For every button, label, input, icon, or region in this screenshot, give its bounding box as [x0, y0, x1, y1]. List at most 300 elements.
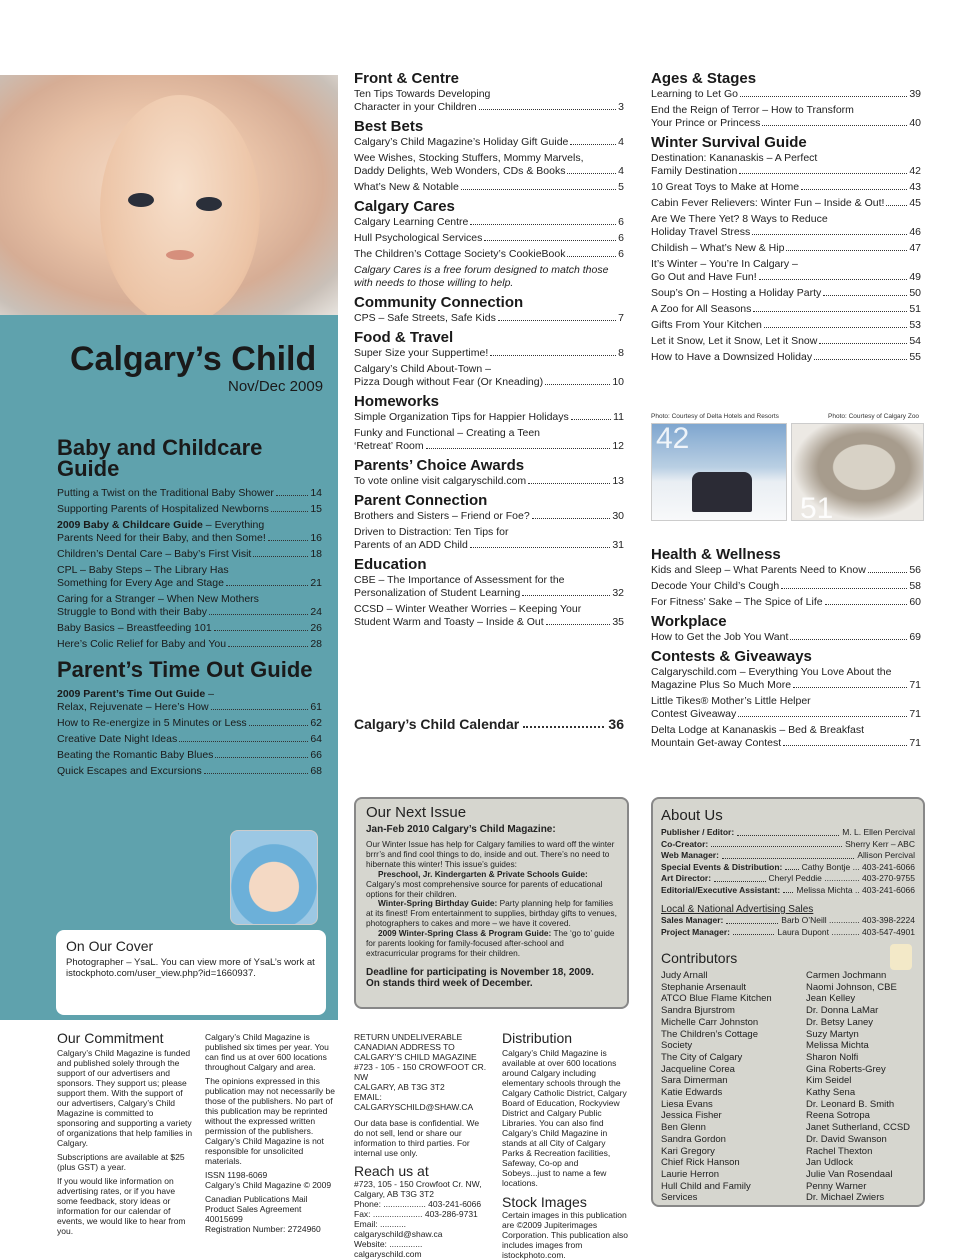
- entry-page: 54: [909, 335, 921, 347]
- staff-role: Art Director:: [661, 873, 712, 883]
- toc-entry[interactable]: [354, 526, 624, 552]
- middle-toc: [354, 66, 624, 632]
- email-link[interactable]: Email: ........... calgaryschild@shaw.ca: [354, 1219, 443, 1239]
- mascot-icon: [890, 944, 912, 970]
- reach-title: Reach us at: [354, 1163, 429, 1179]
- toc-entry[interactable]: [57, 688, 322, 714]
- entry-title: Decode Your Child’s Cough: [651, 580, 780, 592]
- entry-page: 8: [618, 347, 624, 359]
- entry-title: Beating the Romantic Baby Blues: [57, 749, 214, 761]
- entry-title: Let it Snow, Let it Snow, Let it Snow: [651, 335, 818, 347]
- return-info: [354, 1032, 489, 1259]
- deadline: Deadline for participating is November 18, 2009.: [366, 966, 594, 978]
- toc-entry[interactable]: [651, 287, 921, 300]
- baby-photo: [0, 75, 338, 315]
- entry-page: 15: [310, 503, 322, 515]
- issue-date: Nov/Dec 2009: [228, 378, 324, 395]
- staff-role: Co-Creator:: [661, 838, 709, 849]
- entry-page: 47: [909, 242, 921, 254]
- contributor-name: Gina Roberts-Grey: [806, 1063, 886, 1075]
- guide-3-desc: The ‘go to’ guide for parents looking for family-focused after-school and extracurricular programs for their children.: [366, 928, 615, 958]
- time-out-section: [57, 659, 322, 781]
- return-line: RETURN UNDELIVERABLE: [354, 1032, 463, 1042]
- contributor-name: Liesa Evans: [661, 1098, 713, 1110]
- next-issue-intro: Our Winter Issue has help for Calgary families to ward off the winter brrr’s and find cool things to do, inside and out. There’s no need to hibernate this winter! This issue’s guides:: [366, 839, 615, 869]
- toc-entry[interactable]: [354, 411, 624, 424]
- contributor-name: Sandra Gordon: [661, 1133, 726, 1145]
- entry-page: 5: [618, 181, 624, 193]
- next-issue-subtitle: Jan-Feb 2010 Calgary’s Child Magazine:: [366, 824, 556, 835]
- contributor-name: The Children’s Cottage: [661, 1028, 758, 1040]
- entry-line-1: –: [205, 688, 214, 700]
- entry-title: Quick Escapes and Excursions: [57, 765, 202, 777]
- toc-entry[interactable]: [651, 335, 921, 348]
- entry-title: Student Warm and Toasty – Inside & Out: [354, 616, 544, 628]
- entry-page: 53: [909, 319, 921, 331]
- baby-guide-section: [57, 437, 322, 654]
- entry-page: 10: [612, 376, 624, 388]
- entry-title: Struggle to Bond with their Baby: [57, 606, 208, 618]
- calendar-page: 36: [608, 716, 624, 732]
- contributor-name: Michelle Carr Johnston: [661, 1016, 759, 1028]
- toc-entry[interactable]: [651, 104, 921, 130]
- entry-title: How to Re-energize in 5 Minutes or Less: [57, 717, 247, 729]
- subscription-text: Subscriptions are available at $25 (plus GST) a year.: [57, 1152, 185, 1172]
- section-heading: Education: [354, 556, 427, 573]
- toc-entry[interactable]: [57, 765, 322, 778]
- entry-title: Putting a Twist on the Traditional Baby Shower: [57, 487, 274, 499]
- entry-page: 68: [310, 765, 322, 777]
- about-title: About Us: [661, 807, 723, 824]
- phone: Phone: .................. 403-241-6066: [354, 1199, 482, 1209]
- feedback-text: If you would like information on advertising rates, or if you have some feedback, story ideas or information for our calendar of events, we would like to hear from you.: [57, 1176, 186, 1236]
- entry-page: 18: [310, 548, 322, 560]
- entry-line-1: Caring for a Stranger – When New Mothers: [57, 593, 259, 605]
- toc-entry[interactable]: [354, 152, 624, 178]
- staff-row: [661, 850, 915, 862]
- next-issue-title: Our Next Issue: [366, 804, 467, 821]
- entry-title: Pizza Dough without Fear (Or Kneading): [354, 376, 544, 388]
- contributor-name: Judy Arnall: [661, 970, 708, 981]
- entry-title: Super Size your Suppertime!: [354, 347, 489, 359]
- staff-row: [661, 915, 915, 927]
- contributor-name: Stephanie Arsenault: [661, 981, 747, 993]
- baby-guide-title: Baby and Childcare Guide: [57, 435, 263, 481]
- toc-entry[interactable]: [354, 136, 624, 149]
- entry-title: Gifts From Your Kitchen: [651, 319, 762, 331]
- sales-title: Local & National Advertising Sales: [661, 904, 814, 915]
- toc-entry[interactable]: [651, 197, 921, 210]
- entry-page: 6: [618, 232, 624, 244]
- toc-entry[interactable]: [354, 216, 624, 229]
- contributor-name: Naomi Johnson, CBE: [806, 981, 897, 993]
- entry-line-1: Delta Lodge at Kananaskis – Bed & Breakfast: [651, 724, 865, 736]
- entry-page: 71: [909, 679, 921, 691]
- staff-value: Melissa Michta .. 403-241-6066: [796, 884, 915, 895]
- entry-page: 24: [310, 606, 322, 618]
- section-heading: Front & Centre: [354, 70, 459, 87]
- entry-title: To vote online visit calgaryschild.com: [354, 475, 527, 487]
- photo-credit-1: Photo: Courtesy of Delta Hotels and Resorts: [651, 413, 779, 420]
- contributor-name: Suzy Martyn: [806, 1028, 859, 1040]
- staff-row: [661, 827, 915, 839]
- toc-entry[interactable]: [651, 181, 921, 194]
- entry-title: Go Out and Have Fun!: [651, 271, 757, 283]
- snow-leopard-photo: [791, 423, 924, 521]
- entry-page: 64: [310, 733, 322, 745]
- contributor-name: Services: [661, 1192, 698, 1204]
- entry-page: 39: [909, 88, 921, 100]
- toc-entry[interactable]: [651, 242, 921, 255]
- toc-entry[interactable]: [57, 638, 322, 651]
- entry-title: Here’s Colic Relief for Baby and You: [57, 638, 227, 650]
- pub-text-2: The opinions expressed in this publication may not necessarily be those of the publishers. No part of this publication may be reprinted without the expressed written permission of the publishers. Calgary’s Child Magazine is not responsible for unsolicited materials.: [205, 1076, 335, 1166]
- return-line: #723 - 105 - 150 CROWFOOT CR. NW: [354, 1062, 487, 1082]
- kananaskis-photo: [651, 423, 787, 521]
- entry-title: What’s New & Notable: [354, 181, 459, 193]
- database-note: Our data base is confidential. We do not sell, lend or share our information to third parties. For internal use only.: [354, 1118, 480, 1158]
- entry-line-1: Are We There Yet? 8 Ways to Reduce: [651, 213, 828, 225]
- section-heading: Workplace: [651, 613, 727, 630]
- entry-line-1: CPL – Baby Steps – The Library Has: [57, 564, 229, 576]
- entry-title: Kids and Sleep – What Parents Need to Know: [651, 564, 866, 576]
- photo-number-42: 42: [656, 423, 690, 455]
- entry-title: Contest Giveaway: [651, 708, 737, 720]
- entry-line-1: CBE – The Importance of Assessment for the: [354, 574, 565, 586]
- toc-entry[interactable]: [354, 363, 624, 389]
- contributor-name: Sandra Bjurstrom: [661, 1005, 735, 1017]
- entry-page: 61: [310, 701, 322, 713]
- distribution-text: Calgary’s Child Magazine is available at over 600 locations around Calgary including elementary schools through the Calgary Catholic District, Calgary Board of Education, Rockyview District and Calgary Public Libraries. You can also find Calgary’s Child Magazine in stands at all City of Calgary Parks & Recreation facilities, Safeway, Co-op and Sobeys...just to name a few locations.: [502, 1048, 627, 1188]
- entry-title: Calgary’s Child Magazine’s Holiday Gift Guide: [354, 136, 569, 148]
- contributors-title: Contributors: [661, 950, 738, 966]
- entry-page: 6: [618, 216, 624, 228]
- toc-entry[interactable]: [651, 596, 921, 609]
- contributor-name: Dr. Donna LaMar: [806, 1005, 879, 1017]
- section-heading: Food & Travel: [354, 329, 454, 346]
- toc-entry[interactable]: [57, 733, 322, 746]
- publication-info: [205, 1032, 335, 1234]
- staff-role: Special Events & Distribution:: [661, 861, 783, 872]
- entry-page: 4: [618, 165, 624, 177]
- toc-entry[interactable]: [651, 213, 921, 239]
- entry-page: 12: [612, 440, 624, 452]
- section-heading: Community Connection: [354, 294, 524, 311]
- entry-page: 26: [310, 622, 322, 634]
- toc-entry[interactable]: [354, 427, 624, 453]
- photo-number-51: 51: [800, 492, 834, 521]
- entry-title: How to Get the Job You Want: [651, 631, 789, 643]
- contributor-name: Kim Seidel: [806, 1075, 852, 1087]
- calendar-title: Calgary’s Child Calendar: [354, 716, 520, 732]
- toc-entry[interactable]: [651, 303, 921, 316]
- toc-entry[interactable]: [354, 232, 624, 245]
- entry-title: How to Have a Downsized Holiday: [651, 351, 813, 363]
- contributor-name: The City of Calgary: [661, 1051, 743, 1063]
- contributor-name: Dr. David Swanson: [806, 1133, 887, 1145]
- cover-title: On Our Cover: [66, 938, 154, 954]
- distribution-title: Distribution: [502, 1030, 573, 1046]
- entry-title: Mountain Get-away Contest: [651, 737, 782, 749]
- staff-role: Project Manager:: [661, 926, 730, 937]
- entry-page: 6: [618, 248, 624, 260]
- toc-entry[interactable]: [651, 351, 921, 364]
- contributor-name: Dr. Betsy Laney: [806, 1016, 874, 1028]
- entry-page: 71: [909, 708, 921, 720]
- entry-page: 60: [909, 596, 921, 608]
- section-heading: Calgary Cares: [354, 198, 455, 215]
- fax: Fax: ..................... 403-286-9731: [354, 1209, 478, 1219]
- entry-page: 3: [618, 101, 624, 113]
- contributor-name: Kathy Sena: [806, 1087, 856, 1099]
- staff-row: [661, 885, 915, 897]
- toc-entry[interactable]: [354, 181, 624, 194]
- toc-entry[interactable]: [651, 580, 921, 593]
- mail-3: Registration Number: 2724960: [205, 1224, 321, 1234]
- entry-bold: 2009 Baby & Childcare Guide: [57, 519, 203, 531]
- toc-entry[interactable]: [651, 152, 921, 178]
- stock-title: Stock Images: [502, 1194, 587, 1210]
- address-1: #723, 105 - 150 Crowfoot Cr. NW,: [354, 1179, 482, 1189]
- entry-line-1: CCSD – Winter Weather Worries – Keeping Your: [354, 603, 582, 615]
- toc-entry[interactable]: [354, 312, 624, 325]
- toc-entry[interactable]: [57, 564, 322, 590]
- staff-role: Web Manager:: [661, 850, 719, 860]
- entry-title: Daddy Delights, Web Wonders, CDs & Books: [354, 165, 566, 177]
- entry-title: Soup’s On – Hosting a Holiday Party: [651, 287, 822, 299]
- entry-page: 35: [612, 616, 624, 628]
- pub-text-1: Calgary’s Child Magazine is published six times per year. You can find us at over 600 locations throughout Calgary and area.: [205, 1032, 329, 1072]
- entry-title: Creative Date Night Ideas: [57, 733, 178, 745]
- guide-2-name: Winter-Spring Birthday Guide:: [378, 898, 498, 909]
- entry-line-1: Calgaryschild.com – Everything You Love About the: [651, 666, 892, 678]
- entry-title: CPS – Safe Streets, Safe Kids: [354, 312, 496, 324]
- entry-title: Learning to Let Go: [651, 88, 738, 100]
- entry-page: 40: [909, 117, 921, 129]
- entry-page: 51: [909, 303, 921, 315]
- toc-entry[interactable]: [651, 564, 921, 577]
- entry-title: Hull Psychological Services: [354, 232, 483, 244]
- entry-title: Cabin Fever Relievers: Winter Fun – Inside & Out!: [651, 197, 885, 209]
- staff-list: [661, 827, 915, 896]
- section-heading: Health & Wellness: [651, 546, 781, 563]
- entry-page: 50: [909, 287, 921, 299]
- contributor-name: Ben Glenn: [661, 1122, 706, 1134]
- entry-page: 42: [909, 165, 921, 177]
- toc-entry[interactable]: [354, 248, 624, 261]
- contributor-name: Society: [661, 1040, 693, 1052]
- copyright: Calgary’s Child Magazine © 2009: [205, 1180, 332, 1190]
- contributor-name: Carmen Jochmann: [806, 970, 887, 981]
- calendar-entry[interactable]: [354, 716, 624, 732]
- entry-title: Calgary Learning Centre: [354, 216, 469, 228]
- return-line: EMAIL: CALGARYSCHILD@SHAW.CA: [354, 1092, 474, 1112]
- entry-title: 10 Great Toys to Make at Home: [651, 181, 800, 193]
- toc-entry[interactable]: [57, 622, 322, 635]
- contributor-name: Melissa Michta: [806, 1040, 869, 1052]
- contributor-name: Jessica Fisher: [661, 1110, 722, 1122]
- toc-entry[interactable]: [651, 631, 921, 644]
- entry-page: 4: [618, 136, 624, 148]
- staff-value: Cheryl Peddie ............... 403-270-9755: [768, 873, 915, 883]
- toc-entry[interactable]: [57, 503, 322, 516]
- entry-title: Parents Need for their Baby, and then Some!: [57, 532, 266, 544]
- entry-line-1: Wee Wishes, Stocking Stuffers, Mommy Marvels,: [354, 152, 584, 164]
- entry-page: 16: [310, 532, 322, 544]
- contributor-name: Laurie Herron: [661, 1168, 720, 1180]
- entry-title: Children’s Dental Care – Baby’s First Visit: [57, 548, 252, 560]
- entry-title: Baby Basics – Breastfeeding 101: [57, 622, 212, 634]
- entry-title: Brothers and Sisters – Friend or Foe?: [354, 510, 530, 522]
- entry-page: 43: [909, 181, 921, 193]
- mail-1: Canadian Publications Mail: [205, 1194, 308, 1204]
- contributor-name: Sharon Nolfi: [806, 1051, 859, 1063]
- contributor-name: Jean Kelley: [806, 993, 856, 1005]
- entry-title: Character in your Children: [354, 101, 477, 113]
- staff-value: M. L. Ellen Percival: [842, 827, 915, 837]
- contributor-name: Sara Dimerman: [661, 1075, 728, 1087]
- toc-entry[interactable]: [354, 510, 624, 523]
- entry-page: 28: [310, 638, 322, 650]
- entry-title: Holiday Travel Stress: [651, 226, 751, 238]
- toc-entry[interactable]: [57, 548, 322, 561]
- toc-entry[interactable]: [354, 603, 624, 629]
- entry-title: Personalization of Student Learning: [354, 587, 521, 599]
- contributor-name: Julie Van Rosendaal: [806, 1168, 893, 1180]
- toc-entry[interactable]: [57, 717, 322, 730]
- entry-line-1: Funky and Functional – Creating a Teen: [354, 427, 541, 439]
- entry-title: ‘Retreat’ Room: [354, 440, 424, 452]
- stock-text: Certain images in this publication are ©2009 Jupiterimages Corporation. This publication also includes images from istockphoto.com.: [502, 1210, 628, 1260]
- entry-line-1: Calgary’s Child About-Town –: [354, 363, 491, 375]
- section-heading: Parent Connection: [354, 492, 488, 509]
- section-heading: Contests & Giveaways: [651, 648, 812, 665]
- toc-entry[interactable]: [57, 749, 322, 762]
- entry-page: 66: [310, 749, 322, 761]
- entry-line-1: End the Reign of Terror – How to Transform: [651, 104, 854, 116]
- contributor-name: Reena Sotropa: [806, 1110, 870, 1122]
- magazine-title: Calgary’s Child: [70, 340, 317, 378]
- guide-1-desc: Calgary’s most comprehensive source for parents of educational options for their children.: [366, 878, 603, 899]
- toc-entry[interactable]: [651, 319, 921, 332]
- contributor-name: Penny Warner: [806, 1180, 867, 1192]
- entry-page: 71: [909, 737, 921, 749]
- entry-page: 30: [612, 510, 624, 522]
- entry-page: 13: [612, 475, 624, 487]
- time-out-list: [57, 688, 322, 778]
- entry-title: The Children’s Cottage Society’s CookieBook: [354, 248, 566, 260]
- guide-2-desc: Party planning help for families at its finest! From entertainment to supplies, birthday gifts to venues, photographers to cakes and more – we have it covered.: [366, 898, 617, 929]
- about-us-box: [651, 797, 925, 1207]
- return-line: CALGARY’S CHILD MAGAZINE: [354, 1052, 477, 1062]
- return-line: CALGARY, AB T3G 3T2: [354, 1082, 445, 1092]
- entry-line-1: Little Tikes® Mother’s Little Helper: [651, 695, 811, 707]
- section-heading: Best Bets: [354, 118, 424, 135]
- entry-title: Supporting Parents of Hospitalized Newborns: [57, 503, 269, 515]
- contributor-name: Rachel Thexton: [806, 1145, 873, 1157]
- staff-row: [661, 862, 915, 874]
- commitment-text: Calgary’s Child Magazine is funded and published solely through the support of our advertisers and sponsors. They support us; please support them. With the support of our advertisers, Calgary’s Child Magazine is committed to sponsoring and supporting a variety of organizations that help families in Calgary.: [57, 1048, 193, 1148]
- staff-value: Sherry Kerr – ABC: [845, 838, 915, 849]
- contributor-name: Hull Child and Family: [661, 1180, 751, 1192]
- toc-entry[interactable]: [651, 724, 921, 750]
- section-heading: Winter Survival Guide: [651, 134, 807, 151]
- mail-2: Product Sales Agreement 40015699: [205, 1204, 302, 1224]
- sales-list: [661, 915, 915, 938]
- entry-title: Parents of an ADD Child: [354, 539, 468, 551]
- guide-3-name: 2009 Winter-Spring Class & Program Guide:: [378, 928, 552, 939]
- toc-entry[interactable]: [354, 574, 624, 600]
- entry-page: 69: [909, 631, 921, 643]
- on-stands: On stands third week of December.: [366, 977, 533, 989]
- next-issue-box: [354, 797, 629, 1009]
- entry-page: 11: [613, 411, 624, 423]
- on-our-cover-box: [56, 930, 326, 1015]
- entry-page: 7: [618, 312, 624, 324]
- entry-page: 62: [310, 717, 322, 729]
- staff-value: Cathy Bontje ... 403-241-6066: [801, 861, 915, 872]
- entry-title: Your Prince or Princess: [651, 117, 761, 129]
- time-out-title: Parent’s Time Out Guide: [57, 657, 313, 682]
- toc-entry[interactable]: [651, 258, 921, 284]
- contributor-name: ATCO Blue Flame Kitchen: [661, 993, 772, 1005]
- entry-line-1: – Everything: [202, 519, 265, 531]
- staff-role: Publisher / Editor:: [661, 827, 735, 837]
- distribution-section: [502, 1030, 629, 1260]
- contributor-name: Dr. Michael Zwiers: [806, 1192, 885, 1204]
- entry-title: Childish – What’s New & Hip: [651, 242, 785, 254]
- toc-entry[interactable]: [354, 475, 624, 488]
- entry-title: Relax, Rejuvenate – Here’s How: [57, 701, 209, 713]
- toc-entry[interactable]: [57, 519, 322, 545]
- toc-entry[interactable]: [354, 88, 624, 114]
- toc-entry[interactable]: [651, 88, 921, 101]
- guide-1-name: Preschool, Jr. Kindergarten & Private Schools Guide:: [378, 868, 588, 879]
- entry-title: Magazine Plus So Much More: [651, 679, 792, 691]
- website-link[interactable]: Website: .............. calgaryschild.com: [354, 1239, 423, 1259]
- toc-entry[interactable]: [57, 487, 322, 500]
- entry-page: 32: [612, 587, 624, 599]
- staff-value: Barb O’Neill ............. 403-398-2224: [781, 915, 915, 925]
- contributor-name: Dr. Leonard B. Smith: [806, 1098, 895, 1110]
- entry-page: 14: [310, 487, 322, 499]
- entry-title: A Zoo for All Seasons: [651, 303, 752, 315]
- toc-entry[interactable]: [651, 666, 921, 692]
- staff-value: Laura Dupont ............ 403-547-4901: [777, 926, 915, 937]
- contributors-list: [661, 970, 915, 1204]
- cover-photo: [230, 830, 318, 925]
- staff-role: Editorial/Executive Assistant:: [661, 884, 781, 895]
- photo-credit-2: Photo: Courtesy of Calgary Zoo: [828, 413, 920, 420]
- toc-entry[interactable]: [651, 695, 921, 721]
- staff-row: [661, 839, 915, 851]
- entry-title: Simple Organization Tips for Happier Holidays: [354, 411, 569, 423]
- entry-title: Family Destination: [651, 165, 738, 177]
- toc-entry[interactable]: [354, 347, 624, 360]
- section-heading: Homeworks: [354, 393, 440, 410]
- baby-guide-list: [57, 487, 322, 651]
- contributor-name: Katie Edwards: [661, 1087, 723, 1099]
- contributor-name: Chief Rick Hanson: [661, 1157, 740, 1169]
- contributor-name: Jacqueline Corea: [661, 1063, 735, 1075]
- entry-page: 31: [612, 539, 624, 551]
- entry-line-1: Ten Tips Towards Developing: [354, 88, 491, 100]
- entry-line-1: Driven to Distraction: Ten Tips for: [354, 526, 509, 538]
- entry-title: For Fitness’ Sake – The Spice of Life: [651, 596, 823, 608]
- staff-row: [661, 927, 915, 939]
- entry-page: 21: [310, 577, 322, 589]
- toc-entry[interactable]: [57, 593, 322, 619]
